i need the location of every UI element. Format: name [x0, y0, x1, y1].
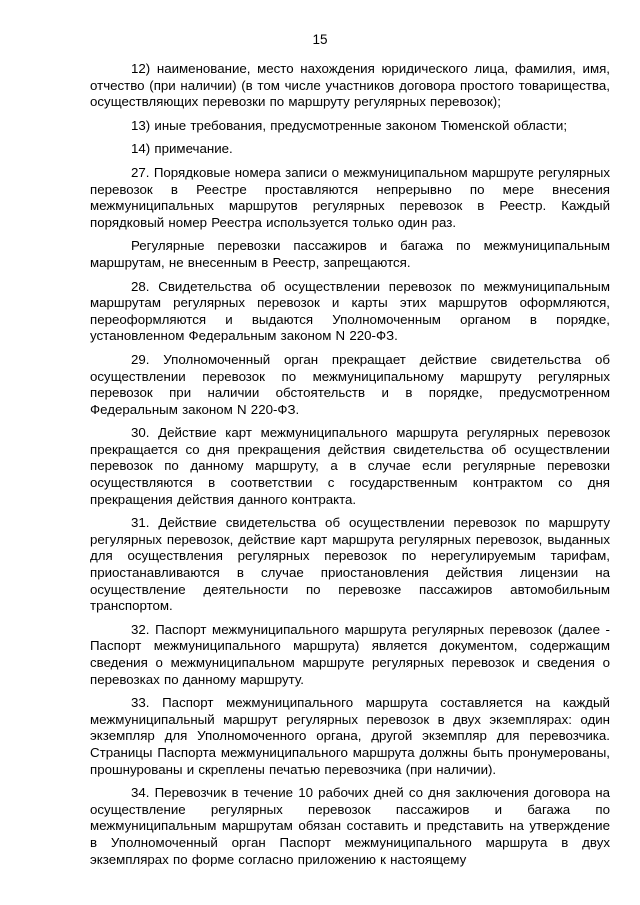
paragraph-clause-34: 34. Перевозчик в течение 10 рабочих дней со дня заключения договора на осуществление регулярных перевозок пассажиров и багажа по межмуниципальным маршрутам обязан составить и представить на утверждение в Уполномоченный орган Паспорт межмуниципального маршрута в двух экземплярах по форме согласно приложению к настоящему — [90, 785, 610, 867]
paragraph-clause-32: 32. Паспорт межмуниципального маршрута регулярных перевозок (далее - Паспорт межмуниципального маршрута) является документом, содержащим сведения о межмуниципальном маршруте регулярных перевозок и сведения о перевозках по данному маршруту. — [90, 621, 610, 687]
paragraph-clause-33: 33. Паспорт межмуниципального маршрута составляется на каждый межмуниципальный маршрут регулярных перевозок в двух экземплярах: один экземпляр для Уполномоченного органа, другой экземпляр для перевозчика. Страницы Паспорта межмуниципального маршрута должны быть пронумерованы, прошнурованы и скреплены печатью перевозчика (при наличии). — [90, 695, 610, 777]
paragraph-clause-28: 28. Свидетельства об осуществлении перевозок по межмуниципальным маршрутам регулярных перевозок и карты этих маршрутов оформляются, переоформляются и выдаются Уполномоченным органом в порядке, установленном Федеральным законом N 220-ФЗ. — [90, 278, 610, 344]
paragraph-clause-29: 29. Уполномоченный орган прекращает действие свидетельства об осуществлении перевозок по межмуниципальному маршруту регулярных перевозок при наличии обстоятельств и в порядке, предусмотренном Федеральным законом N 220-ФЗ. — [90, 351, 610, 417]
paragraph-clause-27: 27. Порядковые номера записи о межмуниципальном маршруте регулярных перевозок в Реестре проставляются непрерывно по мере внесения межмуниципальных маршрутов регулярных перевозок в Реестр. Каждый порядковый номер Реестра используется только один раз. — [90, 164, 610, 230]
paragraph-item-14: 14) примечание. — [131, 141, 233, 157]
paragraph-clause-31: 31. Действие свидетельства об осуществлении перевозок по маршруту регулярных перевозок, действие карт маршрута регулярных перевозок, выданных для осуществления регулярных перевозок по нерегулируемым тарифам, приостанавливаются в случае приостановления действия лицензии на осуществление деятельности по перевозке пассажиров автомобильным транспортом. — [90, 515, 610, 614]
paragraph-clause-30: 30. Действие карт межмуниципального маршрута регулярных перевозок прекращается со дня прекращения действия свидетельства об осуществлении перевозок по данному маршруту, а в случае если регулярные перевозки осуществляются в соответствии с государственным контрактом со дня прекращения действия данного контракта. — [90, 425, 610, 507]
paragraph-clause-27-continued: Регулярные перевозки пассажиров и багажа по межмуниципальным маршрутам, не внесенным в Реестр, запрещаются. — [90, 238, 610, 270]
paragraph-item-13: 13) иные требования, предусмотренные законом Тюменской области; — [131, 117, 568, 133]
paragraph-item-12: 12) наименование, место нахождения юридического лица, фамилия, имя, отчество (при наличии) (в том числе участников договора простого товарищества, осуществляющих перевозки по маршруту регулярных перевозок); — [90, 61, 610, 110]
document-body — [90, 61, 610, 875]
page-number: 15 — [312, 32, 328, 47]
